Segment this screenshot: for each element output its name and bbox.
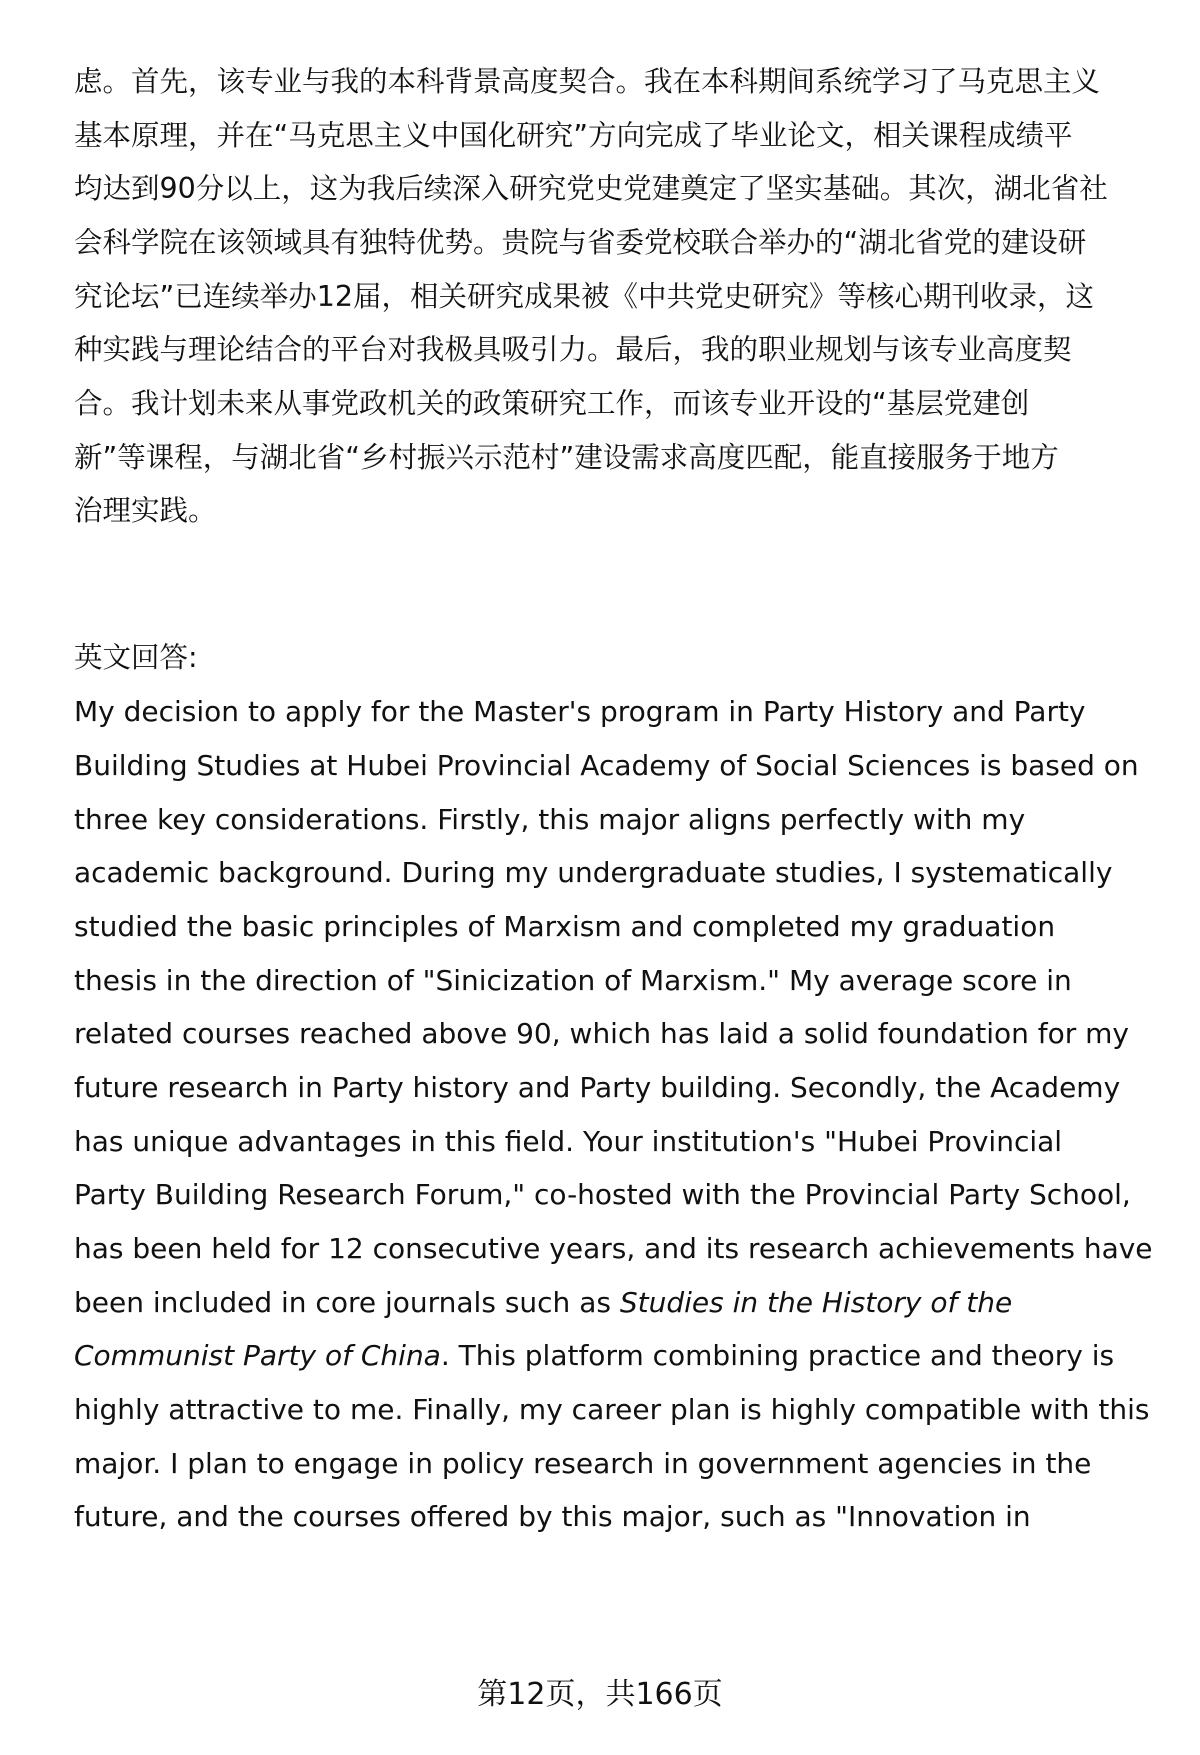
- chinese-answer-line: 究论坛”已连续举办12届，相关研究成果被《中共党史研究》等核心期刊收录，这: [74, 280, 1095, 313]
- chinese-answer-line: 新”等课程，与湖北省“乡村振兴示范村”建设需求高度匹配，能直接服务于地方: [74, 441, 1059, 474]
- page-number: 第12页，共166页: [477, 1677, 723, 1712]
- chinese-answer-line: 基本原理，并在“马克思主义中国化研究”方向完成了毕业论文，相关课程成绩平: [74, 119, 1073, 152]
- english-answer-line: has unique advantages in this field. Your institution's "Hubei Provincial: [74, 1125, 1063, 1158]
- english-answer-line: highly attractive to me. Finally, my career plan is highly compatible with this: [74, 1393, 1150, 1426]
- chinese-answer-line: 会科学院在该领域具有独特优势。贵院与省委党校联合举办的“湖北省党的建设研: [74, 226, 1087, 259]
- english-answer-line: major. I plan to engage in policy research in government agencies in the: [74, 1447, 1092, 1480]
- english-answer-line: studied the basic principles of Marxism and completed my graduation: [74, 910, 1056, 943]
- chinese-answer-line: 均达到90分以上，这为我后续深入研究党史党建奠定了坚实基础。其次，湖北省社: [74, 172, 1108, 205]
- english-answer-line: My decision to apply for the Master's program in Party History and Party: [74, 695, 1086, 728]
- english-answer-line: Party Building Research Forum," co-hosted with the Provincial Party School,: [74, 1178, 1131, 1211]
- english-answer-line: related courses reached above 90, which has laid a solid foundation for my: [74, 1017, 1129, 1050]
- english-answer-line: Building Studies at Hubei Provincial Academy of Social Sciences is based on: [74, 749, 1139, 782]
- chinese-answer-line: 虑。首先，该专业与我的本科背景高度契合。我在本科期间系统学习了马克思主义: [74, 65, 1101, 98]
- english-answer-line: future research in Party history and Party building. Secondly, the Academy: [74, 1071, 1121, 1104]
- english-answer-line: thesis in the direction of "Sinicization of Marxism." My average score in: [74, 964, 1072, 997]
- chinese-answer-line: 合。我计划未来从事党政机关的政策研究工作，而该专业开设的“基层党建创: [74, 387, 1030, 420]
- english-answer-line: [74, 1336, 1114, 1376]
- english-answer-line: has been held for 12 consecutive years, and its research achievements have: [74, 1232, 1153, 1265]
- english-answer-line: future, and the courses offered by this major, such as "Innovation in: [74, 1500, 1031, 1533]
- line-text: been included in core journals such as: [74, 1286, 620, 1319]
- line-text: . This platform combining practice and theory is: [440, 1339, 1115, 1372]
- journal-title-italic: Communist Party of China: [74, 1339, 441, 1372]
- english-answer-line: [74, 1283, 1012, 1323]
- english-answer-label: 英文回答:: [74, 641, 198, 674]
- english-answer-line: academic background. During my undergraduate studies, I systematically: [74, 856, 1113, 889]
- journal-title-italic: Studies in the History of the: [619, 1286, 1013, 1319]
- chinese-answer-line: 种实践与理论结合的平台对我极具吸引力。最后，我的职业规划与该专业高度契: [74, 333, 1072, 366]
- chinese-answer-line: 治理实践。: [74, 494, 217, 527]
- english-answer-line: three key considerations. Firstly, this major aligns perfectly with my: [74, 803, 1026, 836]
